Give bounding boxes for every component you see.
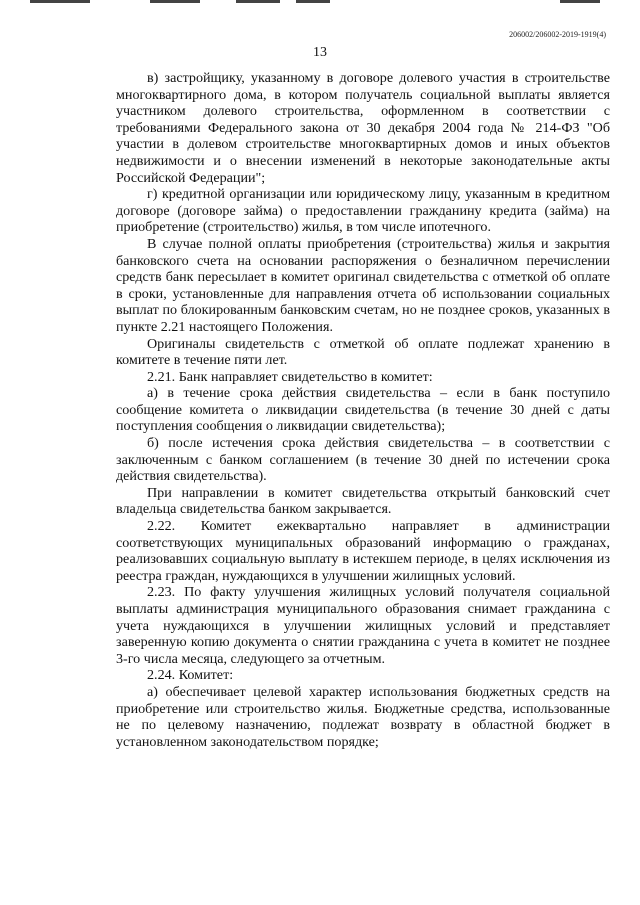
paragraph-full-payment: В случае полной оплаты приобретения (строительства) жилья и закрытия банковского счета на основании распоряжения о безналичном перечислении средств банк пересылает в комитет оригинал свидетельства с отметкой об оплате в сроки, установленные для направления отчета об использовании социальных выплат по блокированным банковским счетам, но не позднее сроков, указанных в пункте 2.21 настоящего Положения. <box>116 235 610 335</box>
document-id: 206002/206002-2019-1919(4) <box>509 30 606 39</box>
scan-mark <box>30 0 90 3</box>
paragraph-2-24-a: а) обеспечивает целевой характер использования бюджетных средств на приобретение или строительство жилья. Бюджетные средства, использованные не по целевому назначению, подлежат возврату в областной бюджет в установленном законодательством порядке; <box>116 683 610 750</box>
scan-mark <box>560 0 600 3</box>
paragraph-2-21: 2.21. Банк направляет свидетельство в комитет: <box>147 368 433 385</box>
paragraph-2-24: 2.24. Комитет: <box>147 667 234 684</box>
paragraph-2-21-a: а) в течение срока действия свидетельства – если в банк поступило сообщение комитета о ликвидации свидетельства (в течение 30 дней с даты поступления сообщения о ликвидации свидетельства); <box>116 385 610 435</box>
page-number: 13 <box>313 45 327 60</box>
paragraph-originals-storage: Оригиналы свидетельств с отметкой об оплате подлежат хранению в комитете в течение пяти лет. <box>116 335 610 369</box>
paragraph-2-21-b: б) после истечения срока действия свидетельства – в соответствии с заключенным с банком соглашением (в течение 30 дней по истечении срока действия свидетельства). <box>116 435 610 485</box>
paragraph-v-developer: в) застройщику, указанному в договоре долевого участия в строительстве многоквартирного дома, в котором получатель социальной выплаты является участником долевого строительства, оформленном в соответствии с требованиями Федерального закона от 30 декабря 2004 года № 214-ФЗ "Об участии в долевом строительстве многоквартирных домов и иных объектов недвижимости и о внесении изменений в некоторые законодательные акты Российской Федерации"; <box>116 70 610 186</box>
scan-mark <box>296 0 330 3</box>
document-body <box>116 70 610 750</box>
paragraph-2-23: 2.23. По факту улучшения жилищных условий получателя социальной выплаты администрация муниципального образования снимает гражданина с учета нуждающихся в улучшении жилищных условий и представляет заверенную копию документа о снятии гражданина с учета в комитет не позднее 3-го числа месяца, следующего за отчетным. <box>116 584 610 667</box>
scan-mark <box>150 0 200 3</box>
scan-edge-marks <box>0 0 640 6</box>
paragraph-account-closure: При направлении в комитет свидетельства открытый банковский счет владельца свидетельства банком закрывается. <box>116 484 610 518</box>
scan-mark <box>236 0 280 3</box>
paragraph-2-22: 2.22. Комитет ежеквартально направляет в администрации соответствующих муниципальных образований информацию о гражданах, реализовавших социальную выплату в истекшем периоде, в целях исключения из реестра граждан, нуждающихся в улучшении жилищных условий. <box>116 518 610 584</box>
paragraph-g-credit-org: г) кредитной организации или юридическому лицу, указанным в кредитном договоре (договоре займа) о предоставлении гражданину кредита (займа) на приобретение (строительство) жилья, в том числе ипотечного. <box>116 186 610 236</box>
